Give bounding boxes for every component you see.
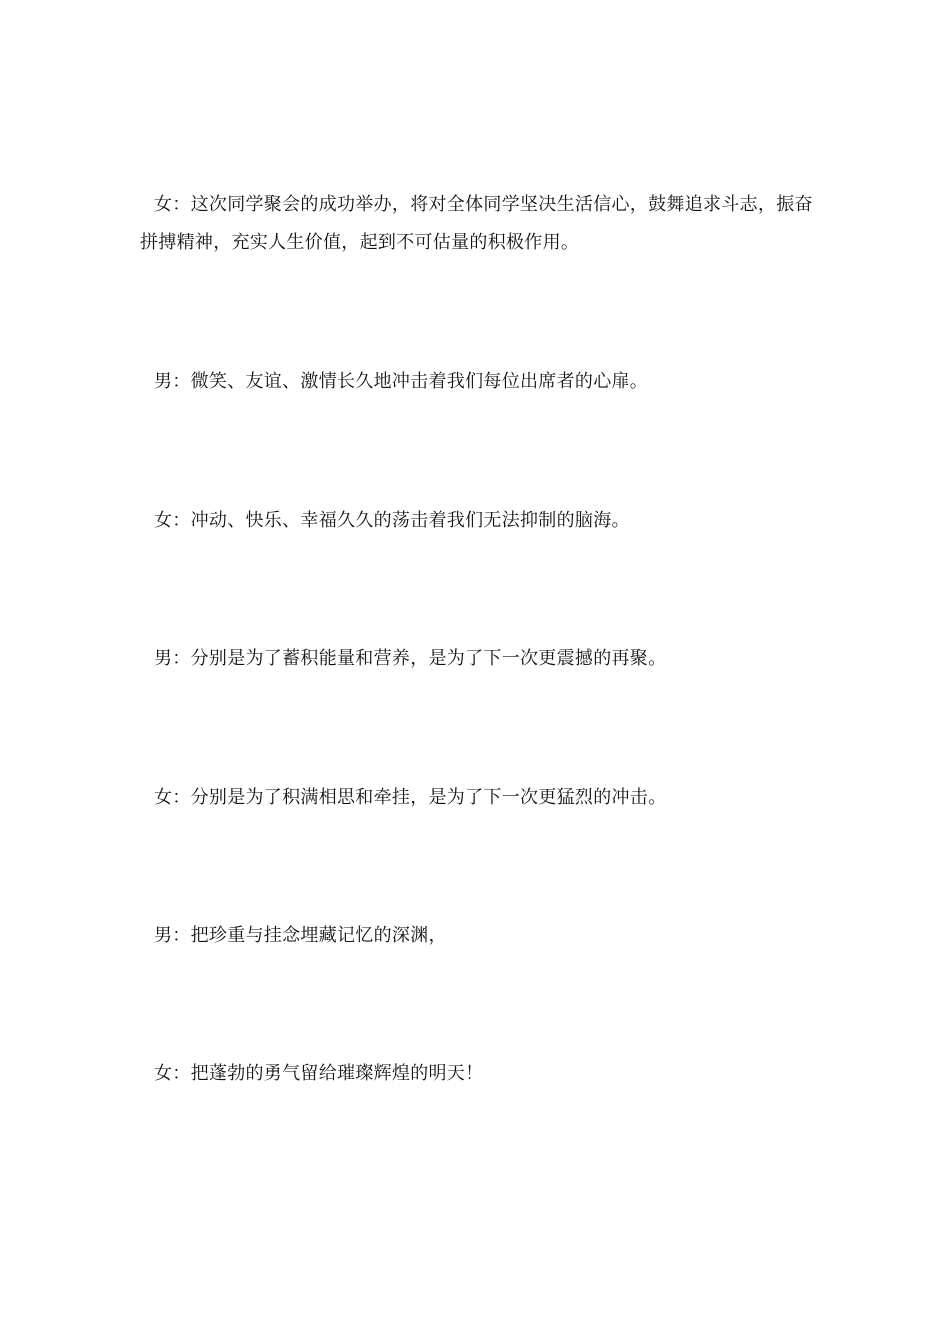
dialogue-paragraph-female-1: 女：这次同学聚会的成功举办，将对全体同学坚决生活信心，鼓舞追求斗志，振奋拼搏精神，充实人生价值，起到不可估量的积极作用。 bbox=[140, 194, 813, 253]
dialogue-paragraph-male-2: 男：分别是为了蓄积能量和营养，是为了下一次更震撼的再聚。 bbox=[154, 648, 667, 669]
dialogue-paragraph-male-1: 男：微笑、友谊、激情长久地冲击着我们每位出席者的心扉。 bbox=[154, 371, 649, 392]
dialogue-paragraph-female-4: 女：把蓬勃的勇气留给璀璨辉煌的明天！ bbox=[154, 1063, 484, 1084]
dialogue-paragraph-female-3: 女：分别是为了积满相思和牵挂，是为了下一次更猛烈的冲击。 bbox=[154, 787, 667, 808]
dialogue-paragraph-male-3: 男：把珍重与挂念埋藏记忆的深渊， bbox=[154, 925, 447, 946]
dialogue-paragraph-female-2: 女：冲动、快乐、幸福久久的荡击着我们无法抑制的脑海。 bbox=[154, 510, 630, 531]
